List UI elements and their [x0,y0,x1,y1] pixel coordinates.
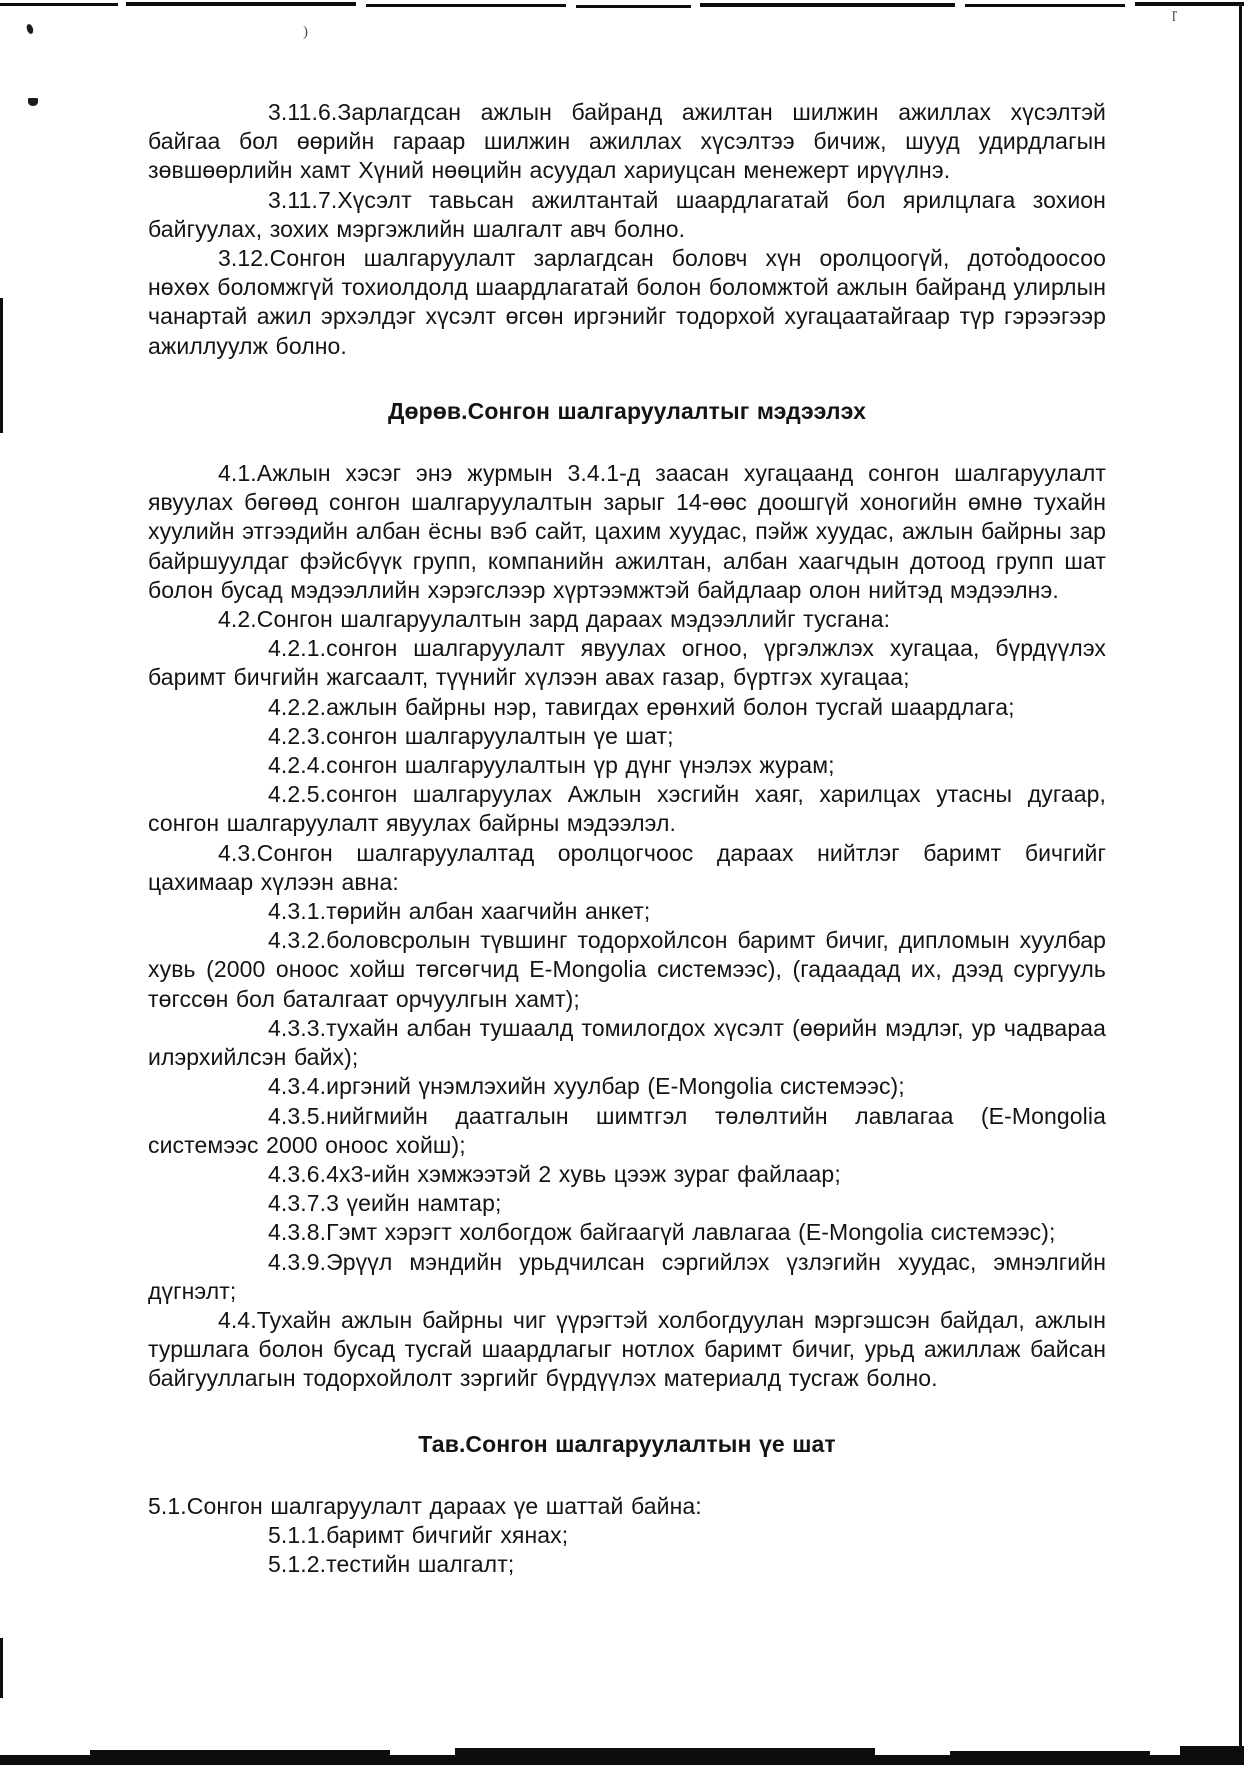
scan-edge-top [126,2,356,6]
paragraph: 3.12.Сонгон шалгаруулалт зарлагдсан боловч хүн оролцоогүй, дотоодоосоо нөхөх боломжгүй тохиолдолд шаардлагатай болон боломжтой ажлын байранд улирлын чанартай ажил эрхэлдэг хүсэлт өгсөн иргэнийг тодорхой хугацаатайгаар түр гэрээгээр ажиллуулж болно. [148,245,1106,359]
paragraph: 4.2.1.сонгон шалгаруулалт явуулах огноо, үргэлжлэх хугацаа, бүрдүүлэх баримт бичгийн жагсаалт, түүнийг хүлээн авах газар, бүртгэх хугацаа; [148,635,1106,691]
paragraph: 4.2.2.ажлын байрны нэр, тавигдах ерөнхий болон тусгай шаардлага; [268,693,1015,720]
paragraph: 5.1.Сонгон шалгаруулалт дараах үе шаттай байна: [148,1492,702,1519]
paragraph: 4.3.7.3 үеийн намтар; [268,1190,502,1217]
scan-edge-bottom [455,1748,875,1755]
paragraph: 4.3.2.боловсролын түвшинг тодорхойлсон баримт бичиг, дипломын хуулбар хувь (2000 оноос хойш төгсөгчид E-Mongolia системээс), (гадаадад их, дээд сургууль төгссөн бол баталгаат орчуулгын хамт); [148,927,1106,1012]
paragraph: 4.2.5.сонгон шалгаруулах Ажлын хэсгийн хаяг, харилцах утасны дугаар, сонгон шалгаруулалт явуулах байрны мэдээлэл. [148,781,1106,837]
section-heading: Дөрөв.Сонгон шалгаруулалтыг мэдээлэх [387,397,867,424]
scan-speck: ) [303,24,308,40]
paragraph: 3.11.7.Хүсэлт тавьсан ажилтантай шаардлагатай бол ярилцлага зохион байгуулах, зохих мэргэжлийн шалгалт авч болно. [148,186,1106,242]
scan-speck: ɼ [1172,6,1177,22]
scan-edge-top [700,3,955,7]
paragraph: 4.2.4.сонгон шалгаруулалтын үр дүнг үнэлэх журам; [268,752,835,779]
scan-edge-bottom [90,1750,390,1755]
scan-edge-top [366,4,566,7]
paragraph: 4.3.9.Эрүүл мэндийн урьдчилсан сэргийлэх үзлэгийн хуудас, эмнэлгийн дүгнэлт; [148,1248,1106,1304]
document-body [148,98,1106,1579]
paragraph: 4.3.6.4х3-ийн хэмжээтэй 2 хувь цээж зураг файлаар; [268,1160,841,1187]
paragraph: 5.1.2.тестийн шалгалт; [268,1551,515,1578]
paragraph: 4.1.Ажлын хэсэг энэ журмын 3.4.1-д заасан хугацаанд сонгон шалгаруулалт явуулах бөгөөд сонгон шалгаруулалтын зарыг 14-өөс доошгүй хоногийн өмнө тухайн хуулийн этгээдийн албан ёсны вэб сайт, цахим хуудас, пэйж хуудас, ажлын байрны зар байршуулдаг фэйсбүүк групп, компанийн ажилтан, албан хаагчдын дотоод групп шат болон бусад мэдээллийн хэрэгслээр хүртээмжтэй байдлаар олон нийтэд мэдээлнэ. [148,460,1106,603]
paragraph: 5.1.1.баримт бичгийг хянах; [268,1521,569,1548]
paragraph: 4.3.3.тухайн албан тушаалд томилогдох хүсэлт (өөрийн мэдлэг, ур чадвараа илэрхийлсэн байх); [148,1014,1106,1071]
paragraph: 4.3.4.иргэний үнэмлэхийн хуулбар (E-Mongolia системээс); [268,1073,905,1100]
scan-edge-left [0,1638,3,1698]
scan-speck [26,23,35,34]
section-heading: Тав.Сонгон шалгаруулалтын үе шат [418,1430,836,1457]
paragraph: 4.2.Сонгон шалгаруулалтын зард дараах мэдээллийг тусгана: [218,606,891,633]
scan-edge-top [576,5,691,8]
paragraph: 4.2.3.сонгон шалгаруулалтын үе шат; [268,722,674,749]
paragraph: 4.3.5.нийгмийн даатгалын шимтгэл төлөлтийн лавлагаа (E-Mongolia системээс 2000 оноос хойш); [148,1102,1106,1158]
scan-edge-right [1239,5,1242,1760]
paragraph: 4.4.Тухайн ажлын байрны чиг үүрэгтэй холбогдуулан мэргэшсэн байдал, ажлын туршлага болон бусад тусгай шаардлагыг нотлох баримт бичиг, урьд ажиллаж байсан байгууллагын тодорхойлолт зэргийг бүрдүүлэх материалд тусгаж болно. [148,1306,1106,1392]
scan-edge-top [1135,2,1244,6]
scan-edge-top [965,4,1125,7]
paragraph: 4.3.1.төрийн албан хаагчийн анкет; [268,898,651,925]
scan-edge-bottom [0,1755,1244,1765]
paragraph: 3.11.6.Зарлагдсан ажлын байранд ажилтан шилжин ажиллах хүсэлтэй байгаа бол өөрийн гараар шилжин ажиллах хүсэлтээ бичиж, шууд удирдлагын зөвшөөрлийн хамт Хүний нөөцийн асуудал хариуцсан менежерт ирүүлнэ. [148,99,1106,184]
scan-edge-bottom [1180,1746,1244,1755]
scan-speck [28,98,38,106]
scan-edge-top [0,3,118,6]
paragraph: 4.3.Сонгон шалгаруулалтад оролцогчоос дараах нийтлэг баримт бичгийг цахимаар хүлээн авна: [148,839,1106,895]
scan-edge-left [0,298,3,433]
paragraph: 4.3.8.Гэмт хэрэгт холбогдож байгаагүй лавлагаа (E-Mongolia системээс); [268,1219,1056,1246]
scan-edge-bottom [950,1751,1150,1755]
